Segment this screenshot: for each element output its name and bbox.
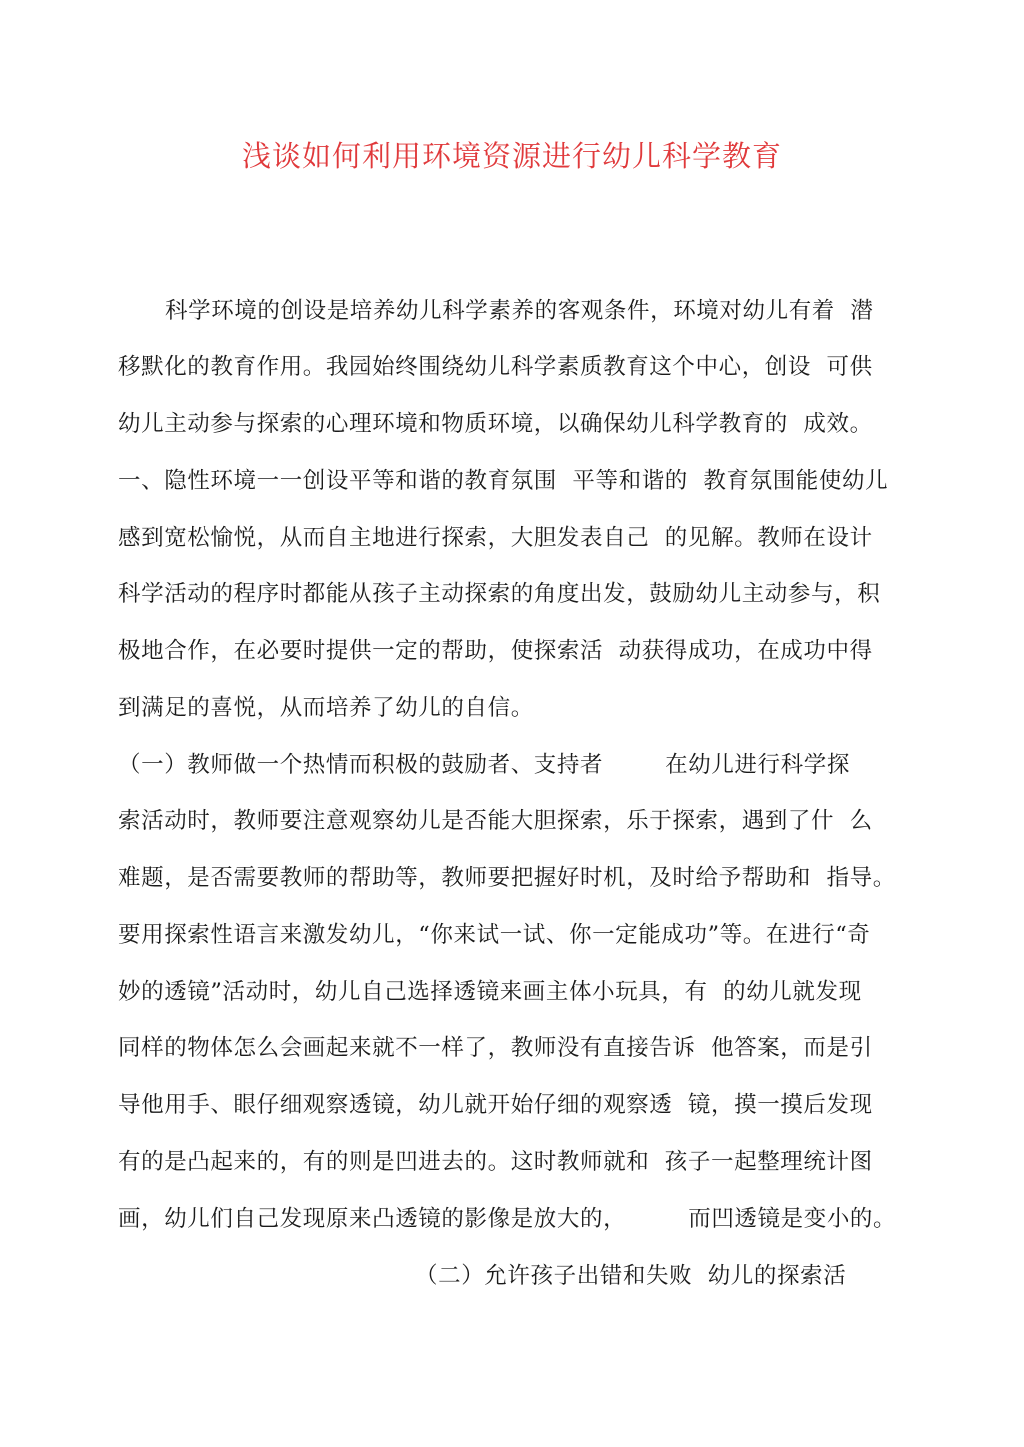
- body-line: 科学活动的程序时都能从孩子主动探索的角度出发，鼓励幼儿主动参与，积: [118, 581, 881, 607]
- body-line: 幼儿主动参与探索的心理环境和物质环境，以确保幼儿科学教育的 成效。: [118, 411, 873, 437]
- body-line: 科学环境的创设是培养幼儿科学素养的客观条件，环境对幼儿有着 潜: [165, 298, 874, 324]
- body-line: 感到宽松愉悦，从而自主地进行探索，大胆发表自己 的见解。教师在设计: [118, 525, 873, 551]
- body-line: 画，幼儿们自己发现原来凸透镜的影像是放大的， 而凹透镜是变小的。: [118, 1206, 897, 1232]
- body-line: 同样的物体怎么会画起来就不一样了，教师没有直接告诉 他答案，而是引: [118, 1035, 873, 1061]
- section-heading-line: （二）允许孩子出错和失败 幼儿的探索活: [415, 1263, 847, 1289]
- body-line: 索活动时，教师要注意观察幼儿是否能大胆探索，乐于探索，遇到了什 么: [118, 808, 873, 834]
- document-title: 浅谈如何利用环境资源进行幼儿科学教育: [241, 139, 782, 173]
- body-line: 极地合作，在必要时提供一定的帮助，使探索活 动获得成功，在成功中得: [118, 638, 873, 664]
- body-line: 移默化的教育作用。我园始终围绕幼儿科学素质教育这个中心，创设 可供: [118, 354, 873, 380]
- body-line: 有的是凸起来的，有的则是凹进去的。这时教师就和 孩子一起整理统计图: [118, 1149, 873, 1175]
- section-heading-line: （一）教师做一个热情而积极的鼓励者、支持者 在幼儿进行科学探: [118, 752, 850, 778]
- body-line: 到满足的喜悦，从而培养了幼儿的自信。: [118, 695, 534, 721]
- body-line: 妙的透镜”活动时，幼儿自己选择透镜来画主体小玩具，有 的幼儿就发现: [118, 979, 862, 1005]
- body-line: 导他用手、眼仔细观察透镜，幼儿就开始仔细的观察透 镜，摸一摸后发现: [118, 1092, 873, 1118]
- body-line: 要用探索性语言来激发幼儿，“你来试一试、你一定能成功”等。在进行“奇: [118, 922, 871, 948]
- body-line: 一、隐性环境一一创设平等和谐的教育氛围 平等和谐的 教育氛围能使幼儿: [118, 468, 889, 494]
- body-line: 难题，是否需要教师的帮助等，教师要把握好时机，及时给予帮助和 指导。: [118, 865, 896, 891]
